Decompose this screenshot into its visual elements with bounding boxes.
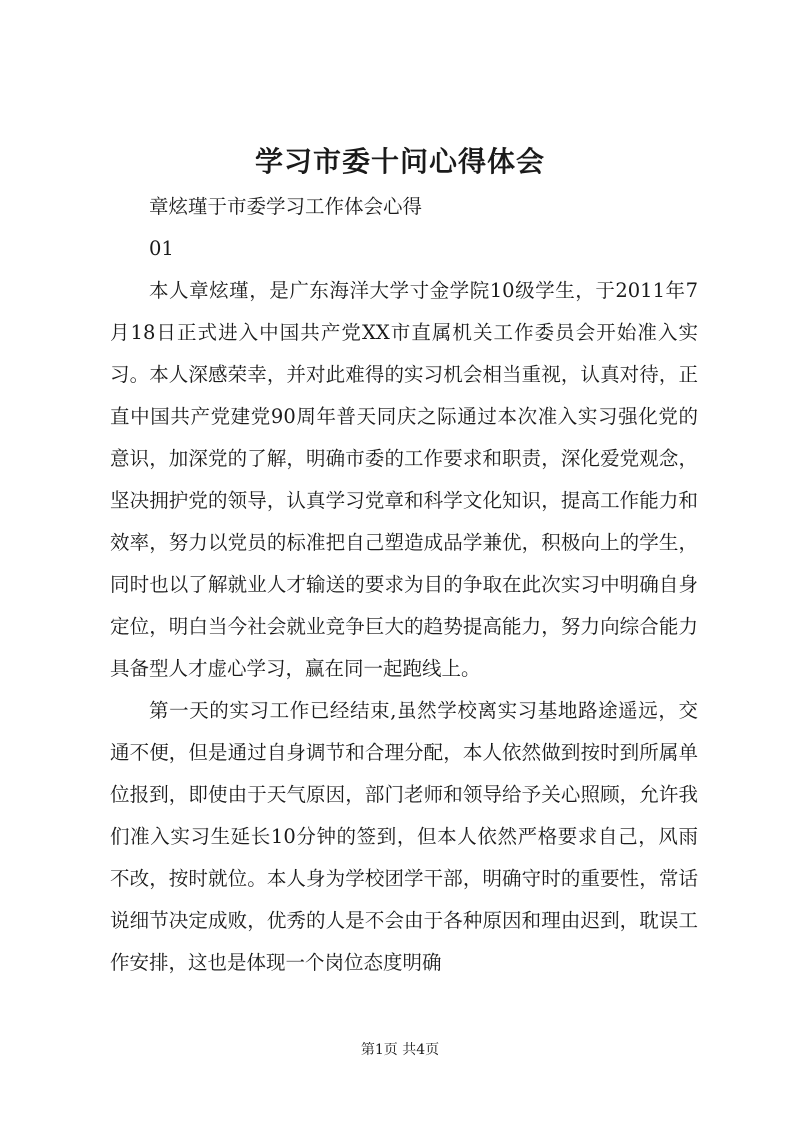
paragraph: 第一天的实习工作已经结束,虽然学校离实习基地路途遥远，交通不便，但是通过自身调节和合理分配，本人依然做到按时到所属单位报到，即使由于天气原因，部门老师和领导给予关心照顾，允许我们准入实习生延长10分钟的签到，但本人依然严格要求自己，风雨不改，按时就位。本人身为学校团学干部，明确守时的重要性，常话说细节决定成败，优秀的人是不会由于各种原因和理由迟到，耽误工作安排，这也是体现一个岗位态度明确 [110,699,698,974]
page-number: 第1页 共4页 [360,1042,440,1058]
document-subtitle: 章炫瑾于市委学习工作体会心得 [149,195,423,218]
document-title: 学习市委十问心得体会 [254,145,545,178]
document-body [110,186,698,984]
paragraph: 本人章炫瑾，是广东海洋大学寸金学院10级学生，于2011年7月18日正式进入中国共产党XX市直属机关工作委员会开始准入实习。本人深感荣幸，并对此难得的实习机会相当重视，认真对待，正直中国共产党建党90周年普天同庆之际通过本次准入实习强化党的意识，加深党的了解，明确市委的工作要求和职责，深化爱党观念，坚决拥护党的领导，认真学习党章和科学文化知识，提高工作能力和效率，努力以党员的标准把自己塑造成品学兼优，积极向上的学生，同时也以了解就业人才输送的要求为目的争取在此次实习中明确自身定位，明白当今社会就业竞争巨大的趋势提高能力，努力向综合能力具备型人才虚心学习，赢在同一起跑线上。 [110,279,698,680]
document-number: 01 [149,237,174,260]
